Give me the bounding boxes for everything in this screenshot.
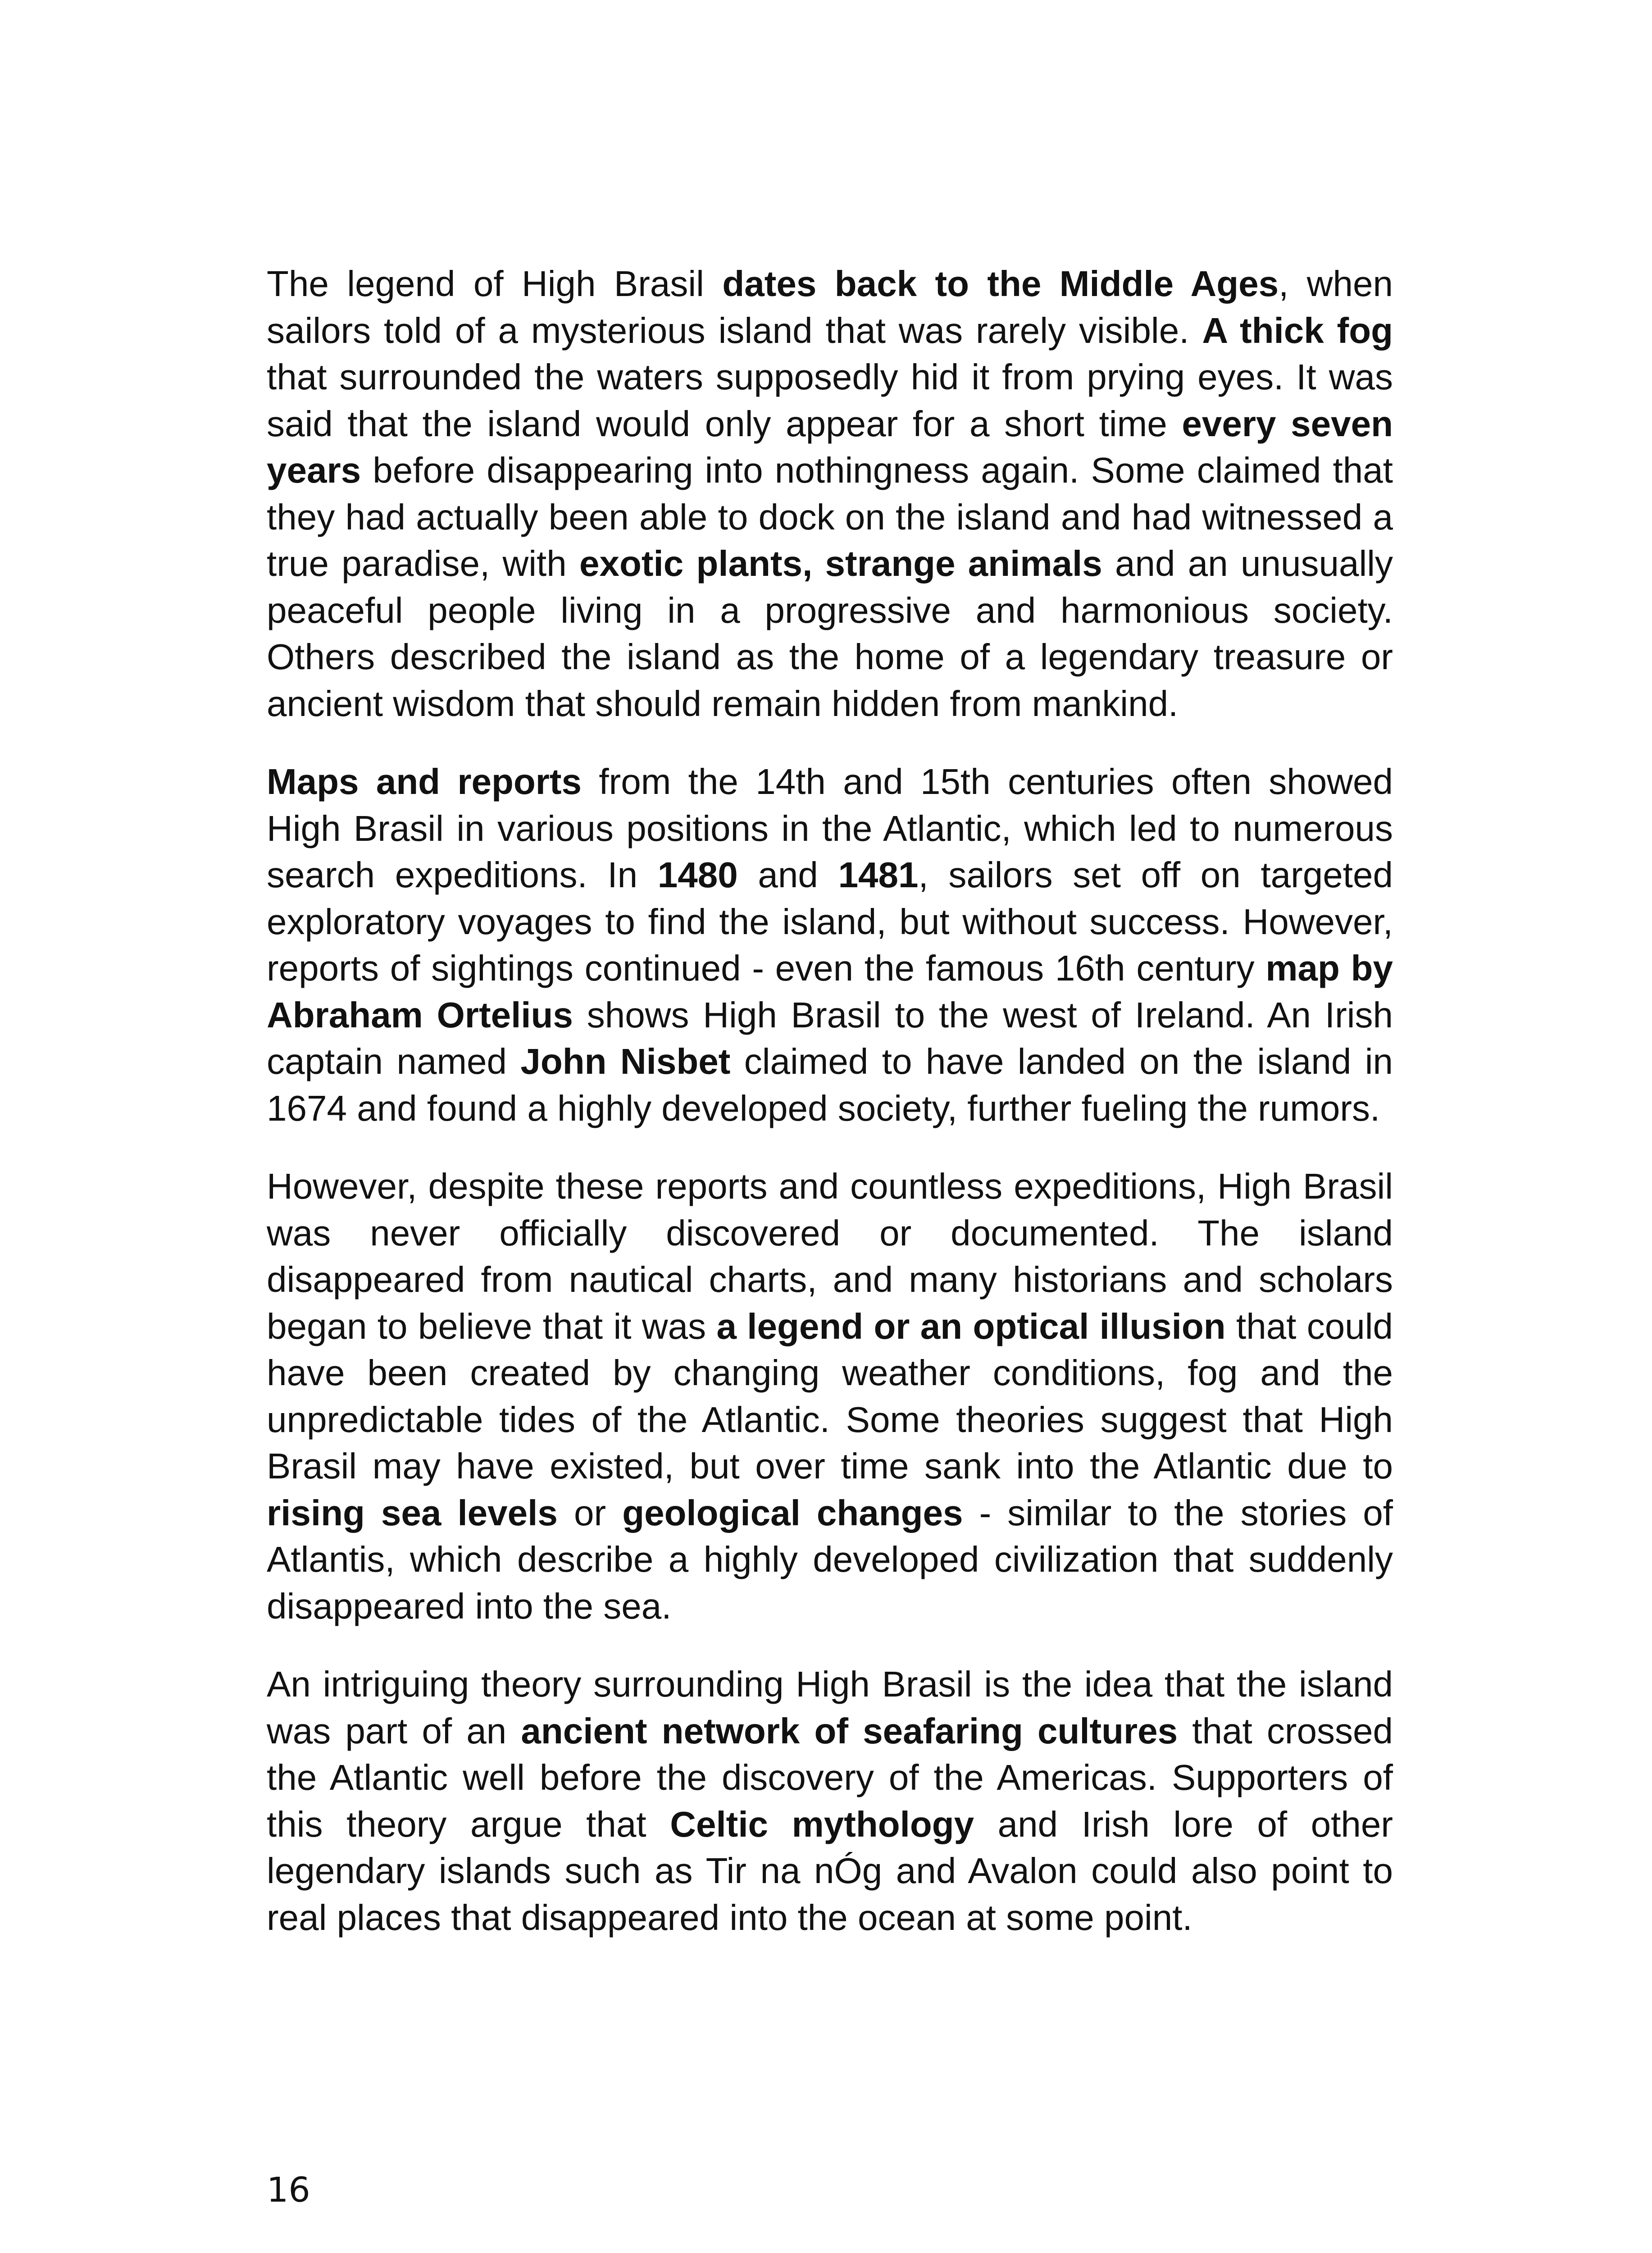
bold-phrase: exotic plants, strange animals: [579, 543, 1102, 584]
text-run: or: [557, 1492, 623, 1533]
paragraph-4: [267, 1661, 1393, 1941]
text-body: [267, 260, 1393, 1972]
text-run: shows High Brasil to the west of Ireland. An Irish captain named: [267, 994, 1393, 1081]
bold-phrase: John Nisbet: [520, 1041, 731, 1081]
text-run: An intriguing theory surrounding High Brasil is the idea that the island was part of an: [267, 1664, 1393, 1751]
bold-phrase: rising sea levels: [267, 1492, 558, 1533]
text-run: from the 14th and 15th centuries often showed High Brasil in various positions in the Atlantic, which led to numerous search expeditions. In: [267, 762, 1393, 895]
bold-phrase: every seven years: [267, 403, 1393, 490]
bold-phrase: 1480: [657, 855, 738, 895]
bold-phrase: 1481: [838, 855, 919, 895]
bold-phrase: dates back to the Middle Ages: [722, 264, 1279, 304]
text-run: before disappearing into nothingness again. Some claimed that they had actually been able to dock on the island and had witnessed a true paradise, with: [267, 450, 1393, 584]
text-run: and: [737, 855, 838, 895]
text-run: and Irish lore of other legendary islands such as Tir na nÓg and Avalon could also point to real places that disappeared into the ocean at some point.: [267, 1804, 1393, 1938]
bold-phrase: geological changes: [622, 1492, 963, 1533]
text-run: claimed to have landed on the island in 1674 and found a highly developed society, further fueling the rumors.: [267, 1041, 1393, 1128]
bold-phrase: a legend or an optical illusion: [716, 1306, 1226, 1346]
bold-phrase: A thick fog: [1202, 310, 1393, 351]
text-run: , when sailors told of a mysterious island that was rarely visible.: [267, 264, 1393, 351]
bold-phrase: ancient network of seafaring cultures: [521, 1710, 1178, 1751]
page-number: 16: [267, 2170, 310, 2210]
text-run: that surrounded the waters supposedly hid it from prying eyes. It was said that the island would only appear for a short time: [267, 357, 1393, 444]
text-run: The legend of High Brasil: [267, 264, 723, 304]
paragraph-3: [267, 1163, 1393, 1629]
bold-phrase: Celtic mythology: [670, 1804, 974, 1844]
paragraph-2: [267, 758, 1393, 1131]
text-run: - similar to the stories of Atlantis, which describe a highly developed civilization that suddenly disappeared into the sea.: [267, 1492, 1393, 1626]
text-run: and an unusually peaceful people living in a progressive and harmonious society. Others described the island as the home of a legendary treasure or ancient wisdom that should remain hidden from mankind.: [267, 543, 1393, 724]
text-run: , sailors set off on targeted exploratory voyages to find the island, but without success. However, reports of sightings continued - even the famous 16th century: [267, 855, 1393, 988]
text-run: However, despite these reports and countless expeditions, High Brasil was never officially discovered or documented. The island disappeared from nautical charts, and many historians and scholars began to believe that it was: [267, 1166, 1393, 1346]
bold-phrase: Maps and reports: [267, 762, 582, 802]
text-run: that crossed the Atlantic well before the discovery of the Americas. Supporters of this theory argue that: [267, 1710, 1393, 1844]
bold-phrase: map by Abraham Ortelius: [267, 948, 1393, 1035]
text-run: that could have been created by changing weather conditions, fog and the unpredictable tides of the Atlantic. Some theories suggest that High Brasil may have existed, but over time sank into the Atlantic due to: [267, 1306, 1393, 1486]
paragraph-1: [267, 260, 1393, 727]
